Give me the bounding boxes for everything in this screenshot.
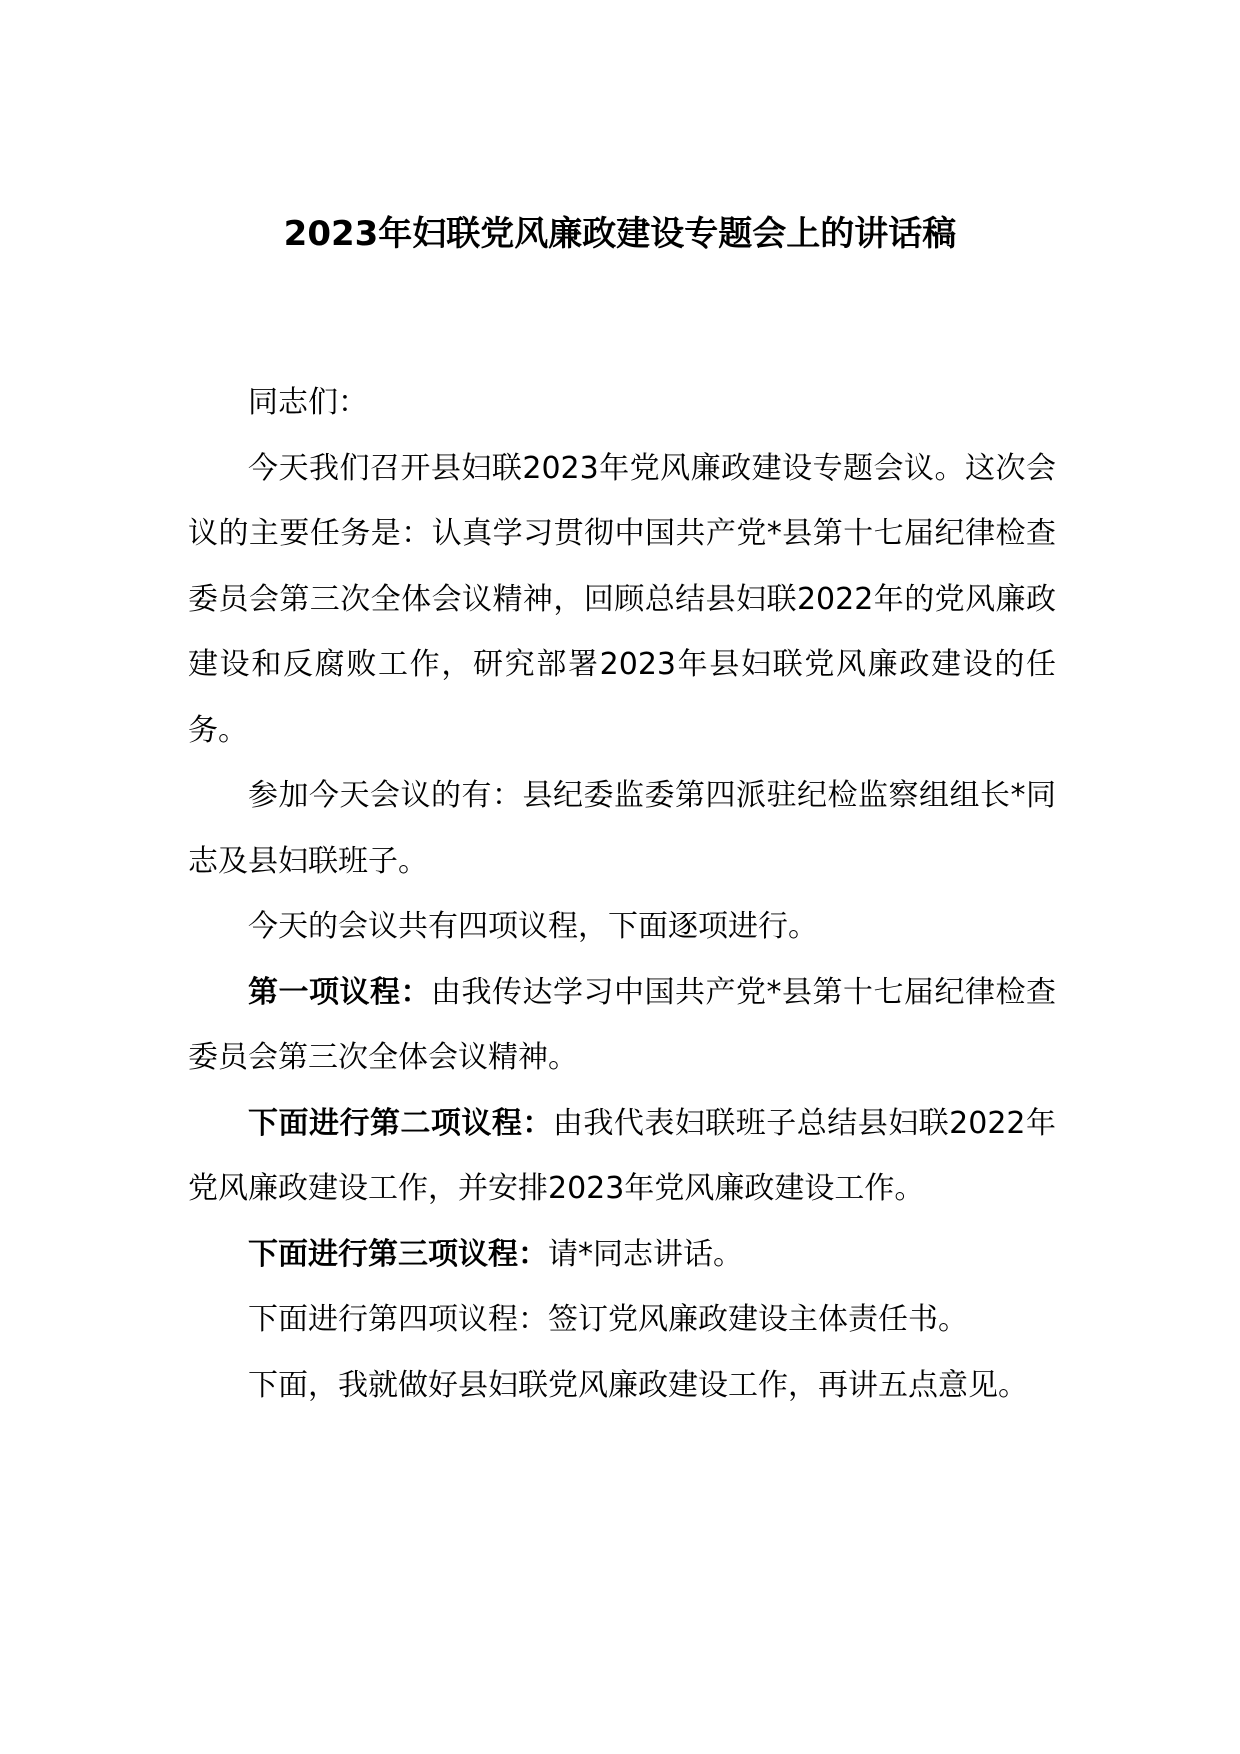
paragraph-text: 下面进行第四项议程：签订党风廉政建设主体责任书。 xyxy=(248,1302,968,1337)
paragraph-text: 今天的会议共有四项议程，下面逐项进行。 xyxy=(248,909,818,944)
paragraph-five-points xyxy=(188,1353,1056,1419)
paragraph-text: 请*同志讲话。 xyxy=(548,1236,743,1272)
paragraph-agenda-item-4 xyxy=(188,1287,1056,1353)
paragraph-text: 参加今天会议的有：县纪委监委第四派驻纪检监察组组长*同志及县妇联班子。 xyxy=(188,778,1056,879)
paragraph-text: 由我代表妇联班子总结县妇联2022年党风廉政建设工作，并安排2023年党风廉政建设工作。 xyxy=(188,1105,1056,1206)
paragraph-agenda-intro xyxy=(188,894,1056,960)
paragraph-agenda-item-1 xyxy=(188,960,1056,1091)
paragraph-agenda-item-3 xyxy=(188,1222,1056,1288)
paragraph-agenda-item-2 xyxy=(188,1091,1056,1222)
paragraph-text: 下面，我就做好县妇联党风廉政建设工作，再讲五点意见。 xyxy=(248,1367,1028,1403)
agenda-heading: 下面进行第二项议程： xyxy=(248,1105,553,1141)
paragraph-text: 今天我们召开县妇联2023年党风廉政建设专题会议。这次会议的主要任务是：认真学习贯彻中国共产党*县第十七届纪律检查委员会第三次全体会议精神，回顾总结县妇联2022年的党风廉政建设和反腐败工作，研究部署2023年县妇联党风廉政建设的任务。 xyxy=(188,450,1056,748)
paragraph-attendees xyxy=(188,763,1056,894)
page-title: 2023年妇联党风廉政建设专题会上的讲话稿 xyxy=(283,214,957,254)
paragraph-text: 由我传达学习中国共产党*县第十七届纪律检查委员会第三次全体会议精神。 xyxy=(188,974,1056,1075)
paragraph-meeting-purpose xyxy=(188,436,1056,764)
agenda-heading: 下面进行第三项议程： xyxy=(248,1236,548,1272)
document-body xyxy=(188,370,1056,1418)
paragraph-text: 同志们： xyxy=(248,385,368,420)
paragraph-greeting xyxy=(188,370,1056,436)
agenda-heading: 第一项议程： xyxy=(248,974,431,1010)
